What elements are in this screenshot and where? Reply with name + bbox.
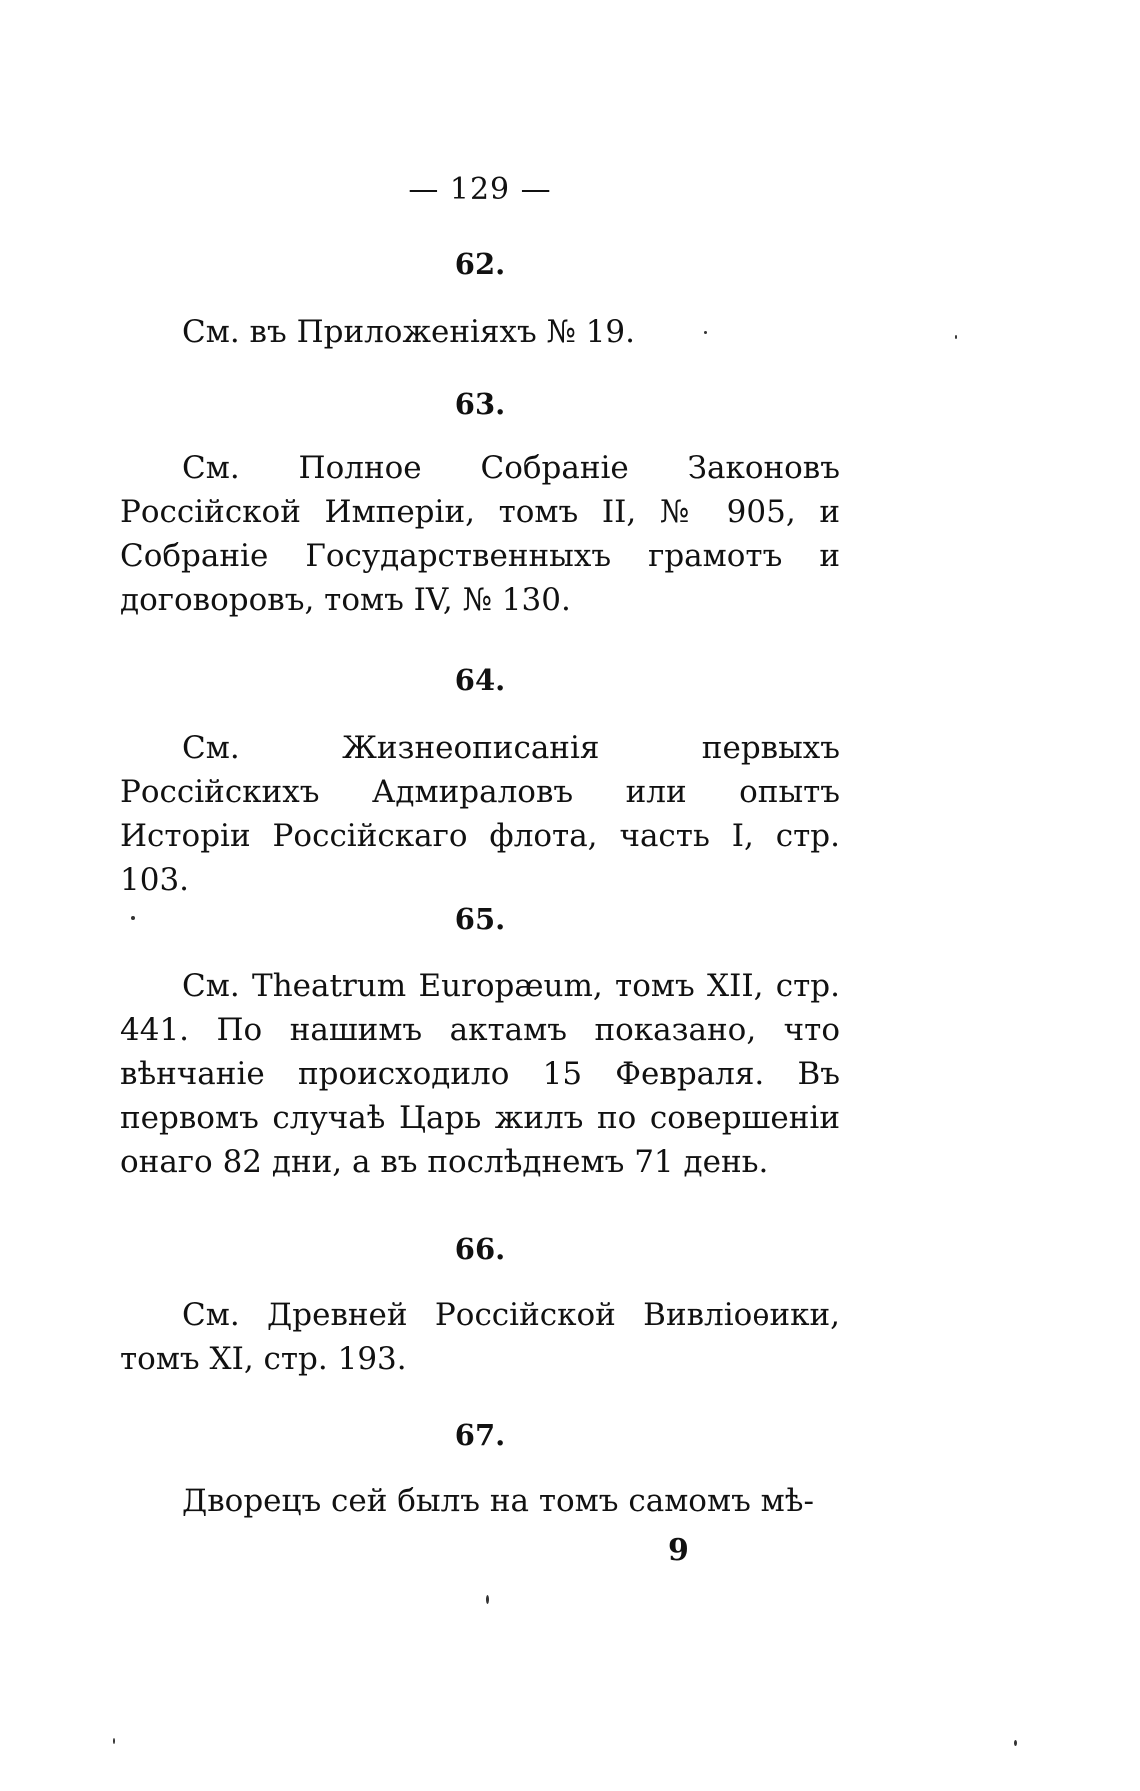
signature-mark: 9 bbox=[668, 1533, 689, 1568]
note-number-63: 63. bbox=[454, 387, 506, 421]
note-text-66: См. Древней Россійской Вивліоѳики, томъ XI, стр. 193. bbox=[120, 1297, 840, 1377]
scan-speck bbox=[1014, 1740, 1017, 1746]
note-text-67: Дворецъ сей былъ на томъ самомъ мѣ- bbox=[182, 1483, 814, 1519]
note-text-64: См. Жизнеописанія первыхъ Россійскихъ Адмираловъ или опытъ Исторіи Россійскаго флота, часть I, стр. 103. bbox=[120, 730, 840, 898]
scan-speck bbox=[486, 1595, 489, 1604]
note-number-65: 65. bbox=[454, 902, 506, 936]
note-text-62: См. въ Приложеніяхъ № 19. bbox=[182, 314, 636, 350]
note-number-64: 64. bbox=[454, 663, 506, 697]
scan-speck bbox=[955, 335, 957, 339]
page-number-header: — 129 — bbox=[408, 172, 552, 207]
note-number-67: 67. bbox=[454, 1418, 506, 1452]
scan-speck bbox=[704, 331, 707, 334]
note-number-62: 62. bbox=[454, 247, 506, 281]
scan-speck bbox=[131, 916, 135, 920]
scan-speck bbox=[113, 1738, 115, 1744]
note-text-63: См. Полное Собраніе Законовъ Россійской Имперіи, томъ II, № 905, и Собраніе Государственныхъ грамотъ и договоровъ, томъ IV, № 130. bbox=[120, 450, 840, 618]
note-number-66: 66. bbox=[454, 1232, 506, 1266]
note-text-65: См. Theatrum Europæum, томъ XII, стр. 441. По нашимъ актамъ показано, что вѣнчаніе происходило 15 Февраля. Въ первомъ случаѣ Царь жилъ по совершеніи онаго 82 дни, а въ послѣднемъ 71 день. bbox=[120, 968, 840, 1180]
